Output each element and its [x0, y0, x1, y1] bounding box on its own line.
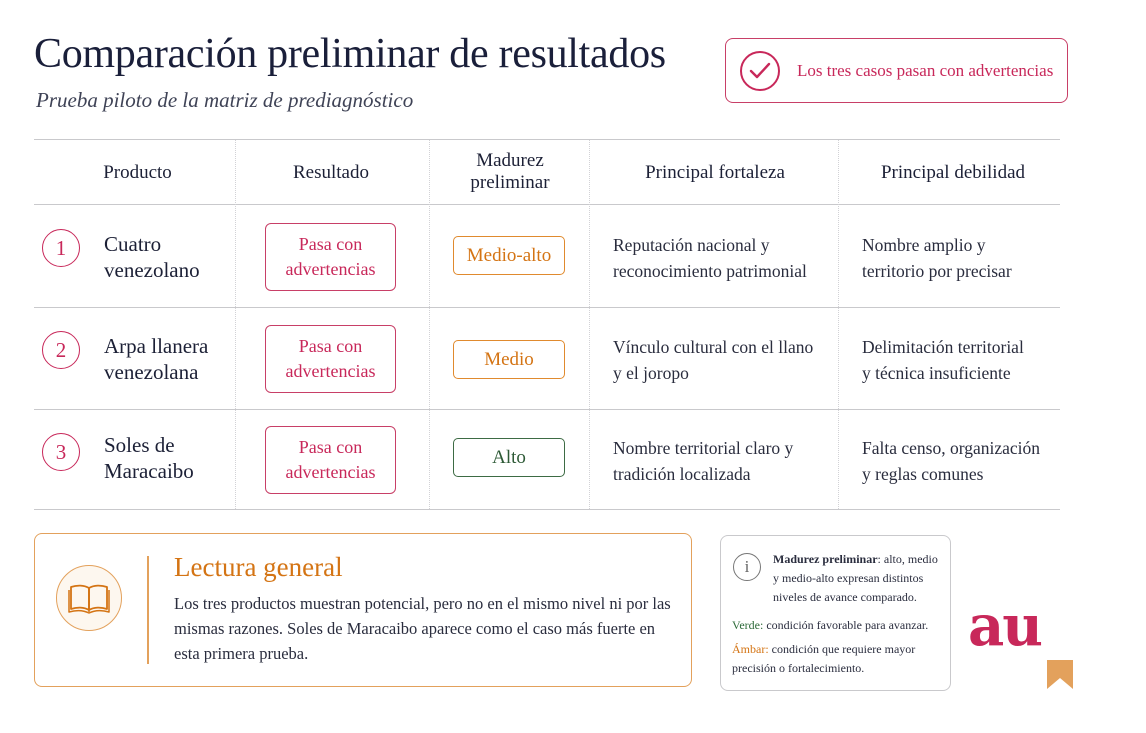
- result-badge: Pasa con advertencias: [265, 325, 396, 393]
- product-name: Arpa llanera venezolana: [104, 334, 209, 384]
- table-top-rule: [34, 139, 1060, 140]
- legend-amber: Ámbar: condición que requiere mayor precisión o fortalecimiento.: [732, 642, 916, 675]
- header-result: Resultado: [293, 162, 369, 183]
- weakness-text: Nombre amplio y territorio por precisar: [862, 235, 1012, 281]
- product-name: Soles de Maracaibo: [104, 433, 194, 483]
- check-icon: [740, 51, 780, 91]
- weakness-text: Delimitación territorial y técnica insuficiente: [862, 337, 1024, 383]
- table-header-rule: [34, 204, 1060, 205]
- info-icon: i: [733, 553, 761, 581]
- table-row-rule: [34, 409, 1060, 410]
- row-number: 2: [42, 331, 80, 369]
- legend-maturity: Madurez preliminar: alto, medio y medio-alto expresan distintos niveles de avance comparado.: [773, 552, 938, 604]
- column-divider: [235, 140, 236, 509]
- result-badge: Pasa con advertencias: [265, 426, 396, 494]
- header-weakness: Principal debilidad: [880, 162, 1026, 183]
- column-divider: [429, 140, 430, 509]
- page-title: Comparación preliminar de resultados: [34, 31, 666, 77]
- book-icon: [56, 565, 122, 631]
- maturity-badge: Medio: [453, 340, 565, 379]
- maturity-badge: Alto: [453, 438, 565, 477]
- weakness-text: Falta censo, organización y reglas comunes: [862, 438, 1041, 484]
- maturity-badge: Medio-alto: [453, 236, 565, 275]
- page-subtitle: Prueba piloto de la matriz de prediagnóstico: [36, 88, 414, 112]
- reading-divider: [147, 556, 149, 664]
- header-product: Producto: [103, 162, 172, 183]
- header-maturity: Madurez preliminar: [470, 150, 550, 193]
- strength-text: Vínculo cultural con el llano y el joropo: [613, 337, 814, 383]
- status-banner: [725, 38, 1068, 103]
- legend-green: Verde: condición favorable para avanzar.: [732, 618, 929, 632]
- strength-text: Reputación nacional y reconocimiento patrimonial: [613, 235, 807, 281]
- product-name: Cuatro venezolano: [104, 232, 200, 282]
- column-divider: [838, 140, 839, 509]
- row-number: 1: [42, 229, 80, 267]
- table-bottom-rule: [34, 509, 1060, 510]
- column-divider: [589, 140, 590, 509]
- header-strength: Principal fortaleza: [645, 162, 785, 183]
- bookmark-icon: [1047, 660, 1073, 689]
- brand-logo: au: [968, 593, 1041, 659]
- result-badge: Pasa con advertencias: [265, 223, 396, 291]
- table-row-rule: [34, 307, 1060, 308]
- status-text: Los tres casos pasan con advertencias: [797, 60, 1054, 80]
- strength-text: Nombre territorial claro y tradición localizada: [613, 438, 794, 484]
- reading-title: Lectura general: [174, 552, 343, 582]
- row-number: 3: [42, 433, 80, 471]
- reading-body: Los tres productos muestran potencial, pero no en el mismo nivel ni por las mismas razones. Soles de Maracaibo aparece como el caso más fuerte en esta primera prueba.: [174, 594, 671, 663]
